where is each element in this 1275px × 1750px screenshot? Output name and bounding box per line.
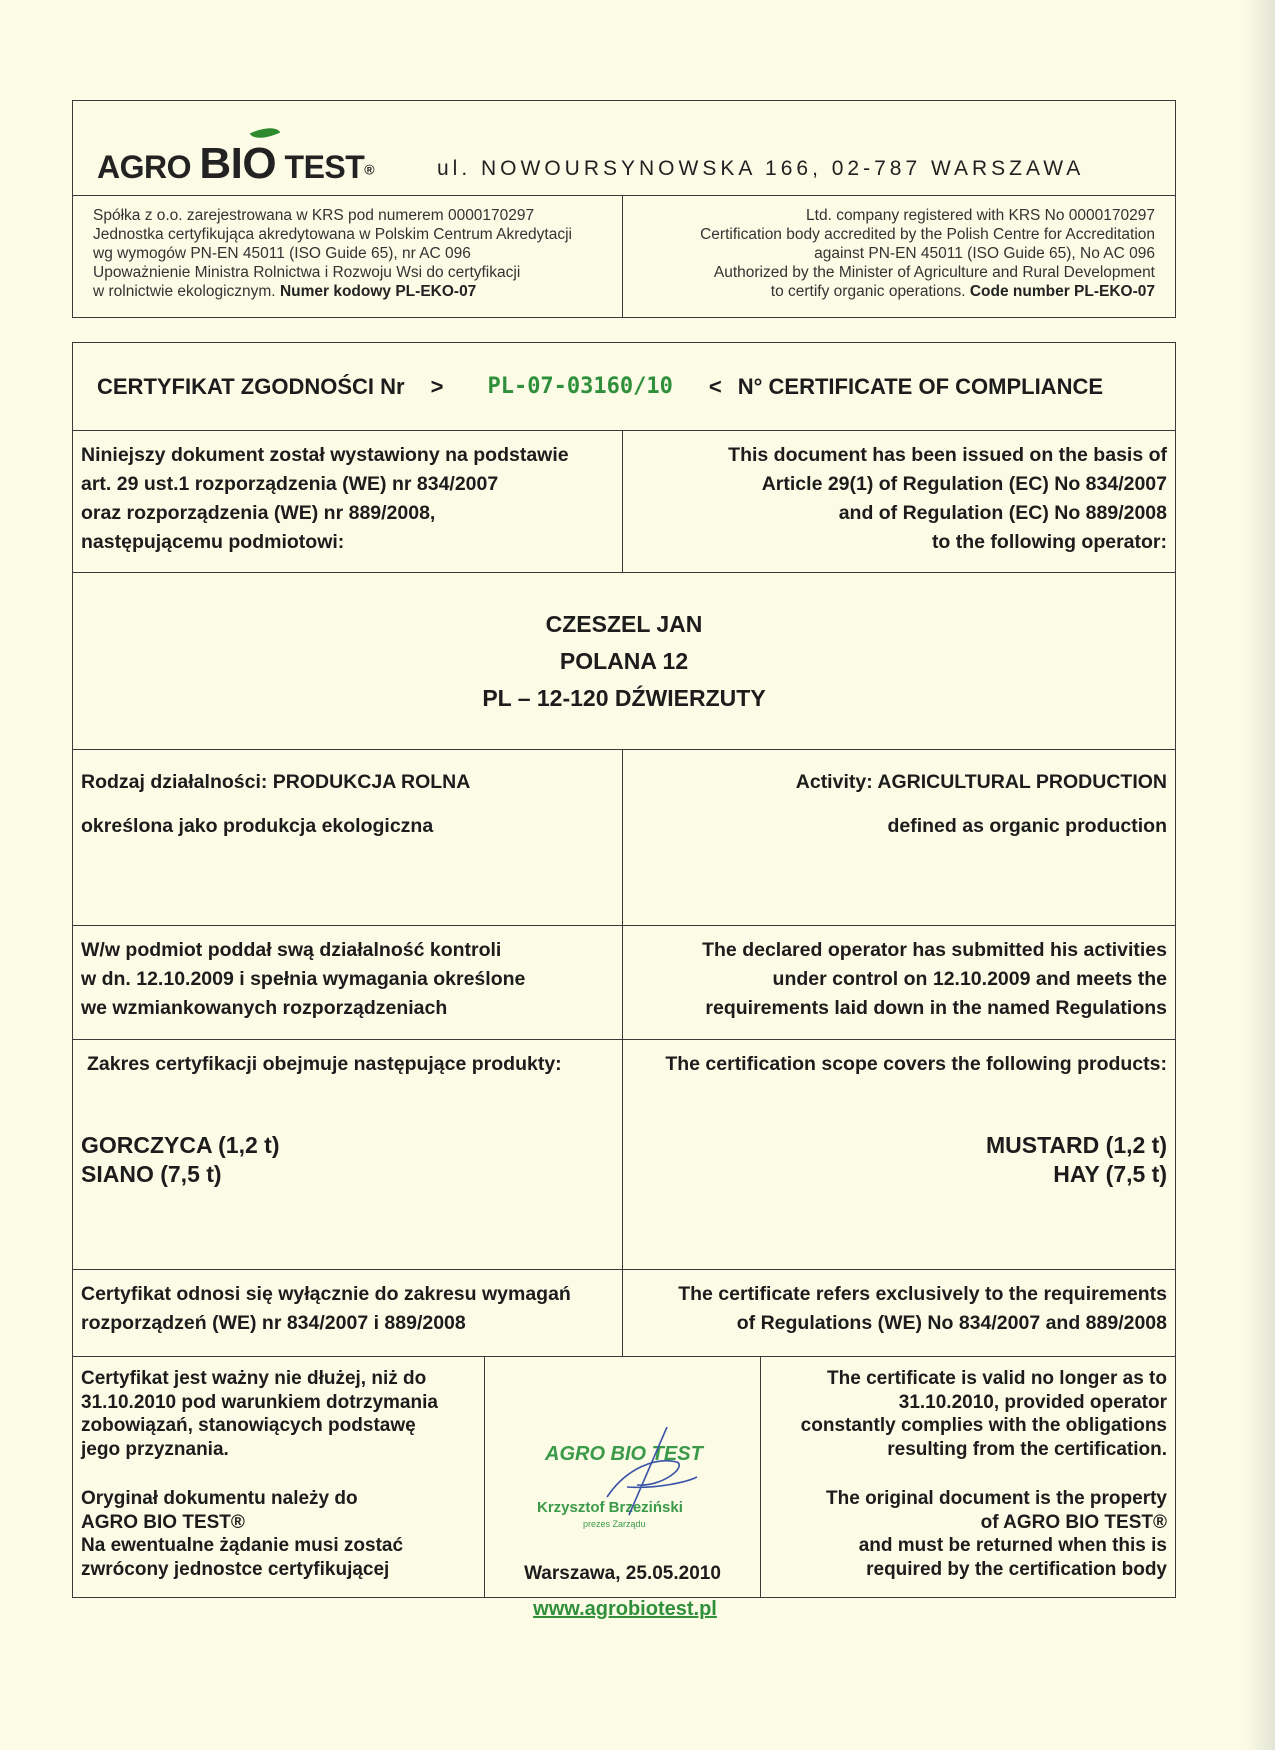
issuer-header — [72, 100, 1176, 318]
validity-section — [73, 1357, 1175, 1597]
activity — [73, 750, 1175, 926]
issuer-pl-line: Jednostka certyfikująca akredytowana w Polskim Centrum Akredytacji — [93, 226, 572, 243]
scope-pl — [73, 1040, 623, 1269]
validity-pl: Certyfikat jest ważny nie dłużej, niż do 31.10.2010 pod warunkiem dotrzymania zobowiązań, stanowiących podstawę jego przyznania. Oryginał dokumentu należy do AGRO BIO TEST® Na ewentualne żądanie musi zostać zwrócony jednostce certyfikującej — [73, 1357, 485, 1597]
website-link[interactable]: www.agrobiotest.pl — [533, 1598, 717, 1620]
issuer-pl-line: w rolnictwie ekologicznym. Numer kodowy PL-EKO-07 — [93, 283, 477, 300]
products-en — [631, 1131, 1167, 1189]
refers-en: The certificate refers exclusively to the requirements of Regulations (WE) No 834/2007 and 889/2008 — [678, 1283, 1167, 1334]
operator-name: CZESZEL JAN — [545, 610, 703, 637]
issuer-en-line: to certify organic operations. Code number PL-EKO-07 — [770, 283, 1155, 300]
certificate-body — [72, 342, 1176, 1598]
issuer-en-line: Authorized by the Minister of Agriculture and Rural Development — [713, 264, 1155, 281]
issuer-details — [73, 196, 1175, 317]
issuer-details-en — [623, 196, 1175, 317]
issuer-pl-line: wg wymogów PN-EN 45011 (ISO Guide 65), nr AC 096 — [93, 245, 471, 262]
scope-en — [623, 1040, 1175, 1269]
agrobiotest-logo: AGRO BIO TEST® — [97, 139, 375, 188]
issuer-en-line: Certification body accredited by the Polish Centre for Accreditation — [700, 226, 1155, 243]
legal-basis — [73, 431, 1175, 573]
operator-city: PL – 12-120 DŹWIERZUTY — [482, 684, 766, 711]
issuer-pl-line: Spółka z o.o. zarejestrowana w KRS pod numerem 0000170297 — [93, 207, 535, 224]
product-item: GORCZYCA (1,2 t) — [81, 1132, 280, 1158]
issuer-en-line: Ltd. company registered with KRS No 0000170297 — [806, 207, 1155, 224]
activity-en: Activity: AGRICULTURAL PRODUCTION defined as organic production — [795, 771, 1167, 837]
activity-pl: Rodzaj działalności: PRODUKCJA ROLNA określona jako produkcja ekologiczna — [73, 750, 623, 925]
legal-basis-pl: Niniejszy dokument został wystawiony na podstawie art. 29 ust.1 rozporządzenia (WE) nr 834/2007 oraz rozporządzenia (WE) nr 889/2008, następującemu podmiotowi: — [73, 431, 623, 572]
scope-heading-pl: Zakres certyfikacji obejmuje następujące produkty: — [87, 1053, 562, 1075]
product-item: SIANO (7,5 t) — [81, 1161, 222, 1187]
issuer-address: ul. NOWOURSYNOWSKA 166, 02-787 WARSZAWA — [437, 157, 1085, 180]
certificate-number: PL-07-03160/10 — [487, 374, 673, 399]
certificate-title — [73, 343, 1175, 431]
legal-basis-en: This document has been issued on the basis of Article 29(1) of Regulation (EC) No 834/2007 and of Regulation (EC) No 889/2008 to the following operator: — [728, 444, 1167, 553]
validity-en: The certificate is valid no longer as to 31.10.2010, provided operator constantly complies with the obligations resulting from the certification. The original document is the property of AGRO BIO TEST® and must be returned when this is required by the certification body — [800, 1368, 1167, 1580]
scan-edge — [1245, 0, 1275, 1750]
stamp-name: Krzysztof Brzeziński — [537, 1499, 683, 1516]
refers-pl: Certyfikat odnosi się wyłącznie do zakresu wymagań rozporządzeń (WE) nr 834/2007 i 889/2008 — [73, 1270, 623, 1356]
title-pl: CERTYFIKAT ZGODNOŚCI Nr — [97, 373, 405, 399]
products-pl — [81, 1131, 614, 1189]
scope-heading-en: The certification scope covers the following products: — [665, 1053, 1167, 1075]
issuer-banner — [73, 101, 1175, 196]
title-en: N° CERTIFICATE OF COMPLIANCE — [737, 373, 1104, 399]
title-arrow-right: > — [430, 373, 444, 399]
signature-block — [485, 1357, 761, 1597]
control-statement — [73, 926, 1175, 1040]
control-en: The declared operator has submitted his activities under control on 12.10.2009 and meets the requirements laid down in the named Regulations — [702, 939, 1167, 1019]
product-item: MUSTARD (1,2 t) — [985, 1132, 1167, 1158]
scope-reference — [73, 1270, 1175, 1357]
control-pl: W/w podmiot poddał swą działalność kontroli w dn. 12.10.2009 i spełnia wymagania określone we wzmiankowanych rozporządzeniach — [73, 926, 623, 1039]
issuer-stamp — [537, 1427, 707, 1537]
issuer-details-pl — [73, 196, 623, 317]
operator-block — [73, 573, 1175, 750]
stamp-logo: AGRO BIO TEST — [545, 1443, 703, 1465]
issuer-pl-line: Upoważnienie Ministra Rolnictwa i Rozwoju Wsi do certyfikacji — [93, 264, 521, 281]
signature-icon — [567, 1427, 727, 1537]
certification-scope — [73, 1040, 1175, 1270]
issue-place-date: Warszawa, 25.05.2010 — [524, 1563, 721, 1584]
stamp-role: prezes Zarządu — [583, 1519, 646, 1529]
title-arrow-left: < — [708, 373, 722, 399]
issuer-en-line: against PN-EN 45011 (ISO Guide 65), No AC 096 — [814, 245, 1155, 262]
operator-street: POLANA 12 — [559, 647, 689, 674]
product-item: HAY (7,5 t) — [1053, 1161, 1167, 1187]
